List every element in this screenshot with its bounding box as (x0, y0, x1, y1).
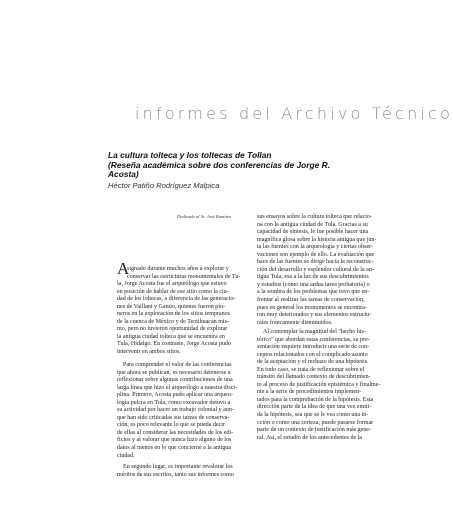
text-line: reflexionar sobre algunas contribuciones de una (117, 377, 233, 384)
text-line: parte de un contexto de justificación más gene- (257, 427, 372, 434)
text-line: ceptos relacionados con el complicado asunto (257, 351, 368, 358)
article-author: Héctor Patiño Rodríguez Malpica (108, 181, 220, 190)
text-line: tigua Tula, esa a la luz de sus descubrimientos (257, 274, 369, 281)
text-line: a la sombra de los problemas que tuvo que en- (257, 289, 370, 296)
text-line: y estudios (como una ardua tarea probatoria) o (257, 281, 370, 288)
text-line: Para comprender el valor de las conferencias (123, 362, 232, 368)
text-line: ción del desarrollo y esplendor cultural de la an- (257, 266, 374, 273)
text-line: que ahora se publican, es necesario detenerse a (117, 369, 231, 376)
title-line: (Reseña académica sobre dos conferencias de Jorge R. (108, 159, 331, 170)
text-line: hace de las fuentes se dirige hacia la reconstruc- (257, 259, 374, 266)
section-header: informes del Archivo Técnico (135, 104, 453, 123)
text-line: ron muy deteriorados y sus elementos estructu- (257, 312, 372, 319)
article-title (108, 151, 393, 180)
text-line: dirección parte de la idea de que una vez emiti- (257, 404, 372, 411)
text-line: cción o como una certeza, puede pasarse formar (257, 419, 374, 426)
text-line: la, Jorge Acosta fue el arqueólogo que estuvo (117, 281, 227, 288)
text-line: capacidad de síntesis, le fue posible hacer una (257, 229, 369, 236)
left-paragraph-3 (117, 464, 254, 479)
text-line: ciudad. (117, 452, 135, 459)
text-line: logía pulcra en Tula, como excavador detuvo a (117, 399, 231, 406)
text-line: tados para la comprobación de la hipótesis. Esta (257, 396, 374, 403)
title-line: La cultura tolteca y los toltecas de Tollan (108, 150, 272, 160)
text-line: En segundo lugar, es importante revalorar los (123, 464, 233, 470)
title-line: Acosta) (108, 169, 139, 180)
text-line: nte a la serie de procedimientos implemen- (257, 389, 362, 396)
drop-cap: A (117, 259, 130, 278)
text-line: vaciones son ejemplo de ello. La evaluación que (257, 251, 375, 258)
dedication: Dedicado al Sr. José Ramírez (177, 214, 232, 219)
text-line: de la cuenca de México y de Teotihuacan mis- (117, 318, 229, 325)
text-line: conservar las estructuras monumentales de Tu- (127, 273, 241, 280)
text-line: plina. Primero, Acosta pudo aplicar una arqueo- (117, 392, 233, 399)
text-line: nes de Vaillant y Gamio, quienes fueron pio- (117, 303, 226, 310)
text-line: datos al menos en lo que concierne a la antigua (117, 445, 232, 452)
text-line: su actividad por hacer un trabajo colonial y aun- (117, 407, 234, 414)
text-line: de la aceptación y el rechazo de una hipótesis. (257, 359, 369, 366)
text-line: A signado durante muchos años a explorar y (117, 259, 229, 278)
text-line: sus ensayos sobre la cultura tolteca que relacio- (257, 214, 373, 220)
text-line: da la hipótesis, sea que se le vea como una in- (257, 412, 369, 419)
text-line: la antigua ciudad tolteca que se encuentra en (117, 333, 225, 340)
text-line: En todo caso, se trata de reflexionar sobre el (257, 366, 365, 373)
text-line: tórico" que abordan estas conferencias, su pre- (257, 336, 370, 343)
text-line: ficios y al valorar que nunca hizo alguno de los (117, 437, 232, 444)
left-paragraph-2 (117, 362, 254, 460)
text-line: intervenir en ambos sitios. (117, 349, 181, 356)
left-paragraph-1 (117, 259, 254, 357)
right-paragraph-2 (257, 329, 394, 442)
text-line: magnífica glosa sobre la historia antigua que jun- (257, 236, 377, 243)
right-paragraph-1 (257, 214, 394, 327)
text-line: pues en general los monumentos se encontra- (257, 304, 367, 311)
text-line: larga línea que hizo el arqueólogo a nuestra disci- (117, 384, 238, 391)
text-line: ral. Así, el estudio de los antecedentes de la (257, 434, 363, 441)
text-line: sentación requiere introducir una serie de con- (257, 344, 370, 351)
text-line: neros en la exploración de los sitios tempranos (117, 311, 231, 318)
text-line: tránsito del llamado contexto de descubrimien- (257, 374, 371, 381)
text-line: Al contemplar la magnitud del "hecho his- (263, 329, 366, 335)
text-line: de ellas al considerar las necesidades de los edi- (117, 429, 234, 436)
text-line: frentar al realizar las tareas de conservación, (257, 297, 365, 304)
text-line: rales francamente disminuidos. (257, 319, 333, 326)
text-line: mo, pero no tuvieron oportunidad de explorar (117, 326, 228, 333)
text-line: Tula, Hidalgo. En contraste, Jorge Acosta pudo (117, 341, 232, 348)
text-line: ción, es poco relevante lo que se pueda decir (117, 422, 225, 429)
text-line: que han sido criticadas sus tareas de conserva- (117, 414, 230, 421)
text-line: na con la antigua ciudad de Tula. Gracias a su (257, 221, 368, 228)
text-line: en posición de hablar de ese sitio como la ciu- (117, 288, 229, 295)
text-line: dad de los toltecas, a diferencia de las generacio- (117, 296, 236, 303)
text-line: to al proceso de justificación epistémica y finalme- (257, 381, 381, 388)
text-line: méritos de sus escritos, tanto sus informes como (117, 471, 234, 478)
text-line: ta las fuentes con la arqueología y ciertas obser- (257, 244, 374, 251)
